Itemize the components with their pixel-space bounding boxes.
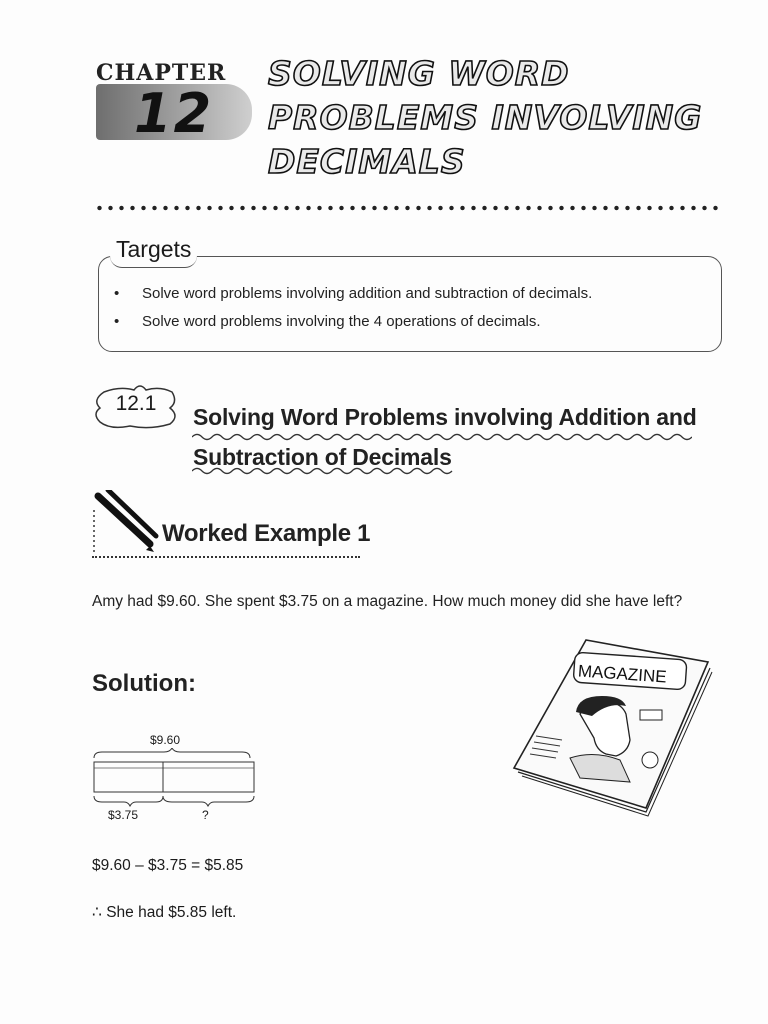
chapter-title [268, 52, 748, 184]
target-item [114, 313, 541, 330]
section-title-line: Subtraction of Decimals [193, 444, 452, 470]
target-item [114, 285, 592, 302]
answer-text: She had $5.85 left. [106, 904, 237, 921]
solution-label: Solution: [92, 670, 196, 697]
worked-example-heading: Worked Example 1 [162, 520, 371, 547]
answer-line [92, 903, 236, 922]
pencil-icon [90, 490, 162, 556]
therefore-symbol: ∴ [92, 904, 102, 921]
section-number: 12.1 [115, 392, 157, 415]
dotted-divider [94, 205, 724, 211]
chapter-number: 12 [134, 82, 214, 145]
bar-known-label: $3.75 [108, 808, 139, 822]
bullet-icon: • [114, 285, 120, 302]
chapter-word: CHAPTER [96, 60, 227, 86]
bar-total-label: $9.60 [150, 733, 181, 747]
chapter-title-line: PROBLEMS INVOLVING [268, 98, 703, 137]
magazine-illustration-icon [510, 632, 716, 818]
bar-unknown-label: ? [202, 808, 209, 822]
equation: $9.60 – $3.75 = $5.85 [92, 857, 244, 874]
chapter-title-line: DECIMALS [268, 142, 466, 181]
question-text: Amy had $9.60. She spent $3.75 on a magazine. How much money did she have left? [92, 593, 683, 610]
bullet-icon: • [114, 313, 120, 330]
wavy-underline [192, 432, 692, 442]
target-text: Solve word problems involving the 4 operations of decimals. [142, 313, 541, 330]
wavy-underline [192, 466, 454, 476]
dotted-underline [92, 554, 360, 558]
magazine-label: MAGAZINE [577, 661, 668, 687]
targets-label: Targets [110, 236, 197, 268]
targets-box [98, 256, 722, 352]
section-title-line: Solving Word Problems involving Addition and [193, 404, 697, 430]
chapter-title-line: SOLVING WORD [268, 54, 570, 93]
target-text: Solve word problems involving addition and subtraction of decimals. [142, 285, 593, 302]
bar-model-diagram [88, 748, 260, 810]
